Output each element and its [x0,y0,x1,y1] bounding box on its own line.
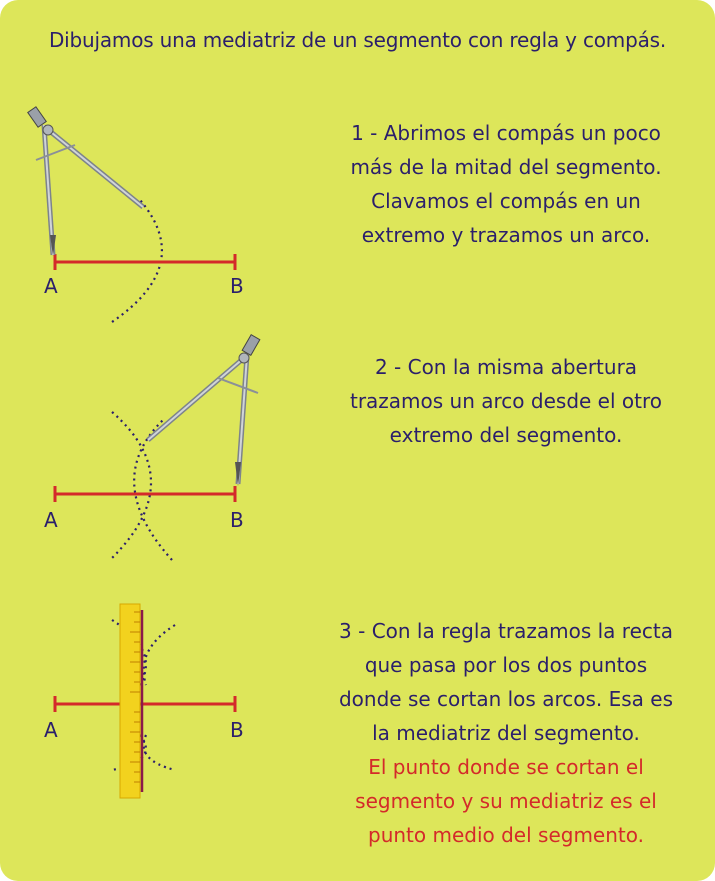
step-3-line: 3 - Con la regla trazamos la recta [339,619,673,643]
step-3-highlight-line: segmento y su mediatriz es el [355,789,657,813]
step-3-arc-top-b [144,625,175,685]
step-3-line: la mediatriz del segmento. [372,721,640,745]
step-1-line: más de la mitad del segmento. [350,155,662,179]
step-1-label-a: A [44,274,58,298]
step-3-highlight-line: punto medio del segmento. [368,823,644,847]
step-1-line: 1 - Abrimos el compás un poco [351,121,661,145]
page-title: Dibujamos una mediatriz de un segmento con regla y compás. [48,28,666,52]
step-2-line: trazamos un arco desde el otro [349,389,662,413]
ruler-icon [120,604,140,798]
step-2-line: 2 - Con la misma abertura [374,355,638,379]
step-2-label-b: B [230,508,244,532]
step-3-highlight-line: El punto donde se cortan el [368,755,644,779]
step-3-line: que pasa por los dos puntos [364,653,648,677]
step-2-line: extremo del segmento. [389,423,623,447]
step-3-text [306,614,706,852]
step-3-arc-bottom-b [144,735,175,770]
step-3-line: donde se cortan los arcos. Esa es [338,687,673,711]
step-1-line: extremo y trazamos un arco. [361,223,651,247]
step-1-label-b: B [230,274,244,298]
step-1-line: Clavamos el compás en un [371,189,641,213]
step-3-label-a: A [44,718,58,742]
step-3-label-b: B [230,718,244,742]
step-2-label-a: A [44,508,58,532]
